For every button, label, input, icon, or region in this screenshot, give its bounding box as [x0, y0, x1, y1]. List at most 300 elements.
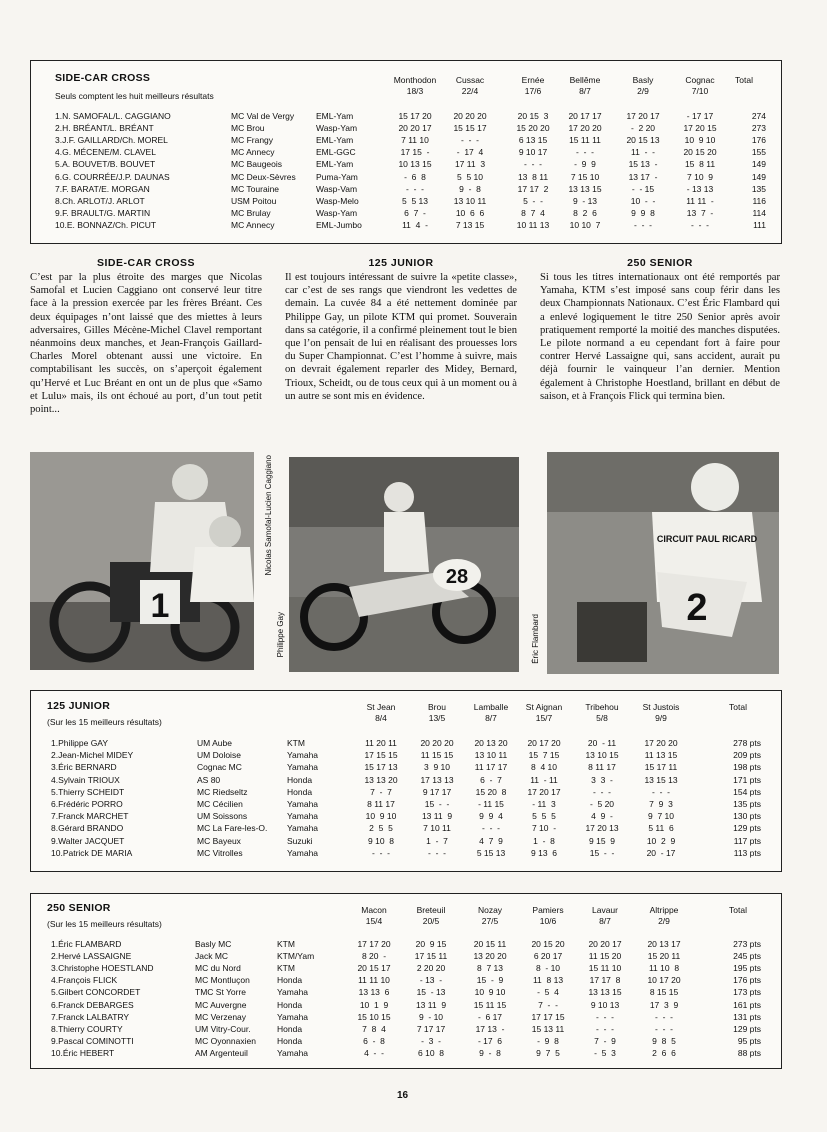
column-date: 2/9 [658, 916, 670, 926]
rider-name: 9.Pascal COMINOTTI [51, 1035, 134, 1046]
senior-table-title: 250 SENIOR [47, 902, 111, 914]
column-header [570, 702, 634, 724]
race-points: 9 - 13 [572, 195, 598, 206]
total-points: 129 pts [733, 823, 761, 834]
senior-photo-image [547, 452, 779, 674]
rider-name: 1.N. SAMOFAL/L. CAGGIANO [55, 111, 171, 121]
total-points: 135 pts [733, 799, 761, 809]
column-date: 13/5 [428, 713, 446, 723]
table-row [31, 787, 781, 799]
column-venue: Cognac [685, 75, 715, 85]
race-points: - - - [652, 786, 670, 797]
race-points: 15 20 11 [647, 951, 681, 962]
sidecar-table-subtitle: Seuls comptent les huit meilleurs résultats [55, 91, 214, 101]
table-row [31, 836, 781, 848]
column-header [458, 905, 522, 927]
race-points: - 11 15 [478, 799, 504, 809]
table-row [31, 1048, 781, 1060]
total-points: 195 pts [733, 963, 761, 974]
rider-name: 10.E. BONNAZ/Ch. PICUT [55, 219, 157, 230]
article-junior-title: 125 JUNIOR [368, 257, 434, 269]
junior-results-table [30, 690, 782, 872]
race-points: - 6 17 [477, 1011, 503, 1022]
race-points: 10 17 20 [647, 975, 681, 986]
race-points: 8 11 17 [588, 762, 616, 773]
column-date: 17/6 [524, 86, 542, 96]
rider-name: 7.Franck LALBATRY [51, 1011, 130, 1022]
machine-name: Wasp-Melo [316, 195, 359, 206]
race-points: - - - [428, 847, 446, 858]
table-row [31, 1024, 781, 1036]
junior-table-subtitle: (Sur les 15 meilleurs résultats) [47, 717, 162, 727]
machine-name: Wasp-Vam [316, 183, 358, 194]
rider-name: 2.Hervé LASSAIGNE [51, 951, 132, 962]
race-points: 4 7 9 [479, 835, 503, 846]
race-points: 20 15 13 [626, 135, 660, 146]
club-name: Cognac MC [197, 762, 242, 773]
race-points: 8 7 4 [521, 207, 545, 218]
column-venue: Altrippe [649, 905, 679, 915]
race-points: 7 - 9 [594, 1035, 616, 1046]
race-points: 15 - - [424, 799, 450, 809]
machine-name: KTM [287, 738, 305, 748]
column-date: 5/8 [596, 713, 608, 723]
total-points: 176 pts [733, 975, 761, 986]
machine-name: KTM [277, 939, 295, 949]
table-row [31, 159, 781, 171]
column-header [512, 702, 576, 724]
rider-name: 3.Christophe HOESTLAND [51, 963, 154, 974]
race-points: 17 20 20 [644, 738, 678, 748]
senior-results-table [30, 893, 782, 1069]
race-points: 10 1 9 [359, 999, 389, 1010]
race-points: - - - [593, 786, 611, 797]
table-row [31, 762, 781, 774]
club-name: MC Annecy [231, 147, 275, 158]
race-points: 2 20 20 [416, 963, 446, 974]
column-date: 18/3 [406, 86, 424, 96]
senior-number-plate: 2 [686, 587, 708, 629]
machine-name: Honda [277, 1035, 303, 1046]
rider-name: 5.Gilbert CONCORDET [51, 987, 141, 998]
race-points: 6 10 8 [418, 1047, 444, 1058]
race-points: 20 13 20 [474, 738, 508, 748]
club-name: MC Touraine [231, 183, 280, 194]
race-points: 13 13 15 [588, 987, 622, 998]
column-venue: Pamiers [532, 905, 564, 915]
race-points: 17 17 15 [531, 1011, 565, 1022]
club-name: MC Auvergne [195, 999, 247, 1010]
club-name: UM Doloise [197, 750, 241, 761]
column-header [342, 905, 406, 927]
club-name: MC Baugeois [231, 159, 283, 170]
race-points: 7 15 10 [570, 171, 600, 182]
column-date: 8/7 [485, 713, 497, 723]
column-header [516, 905, 580, 927]
race-points: 13 13 15 [568, 183, 602, 194]
machine-name: EML-GGC [316, 147, 356, 158]
rider-name: 5.Thierry SCHEIDT [51, 786, 125, 797]
race-points: 13 8 11 [517, 171, 549, 182]
table-row [31, 172, 781, 184]
total-points: 274 [751, 111, 766, 121]
race-points: - - - [372, 847, 390, 858]
machine-name: Honda [277, 1023, 303, 1034]
club-name: UM Soissons [197, 811, 248, 822]
rider-name: 9.Walter JACQUET [51, 835, 125, 846]
total-points: 111 [753, 219, 766, 230]
rider-name: 8.Ch. ARLOT/J. ARLOT [55, 195, 145, 206]
machine-name: Yamaha [287, 823, 319, 834]
race-points: 9 13 6 [531, 847, 557, 858]
race-points: 13 17 - [628, 171, 658, 182]
race-points: 11 15 20 [588, 951, 622, 962]
race-points: 11 11 - [686, 195, 714, 206]
race-points: - - - [655, 1023, 673, 1034]
race-points: 2 6 6 [652, 1047, 676, 1058]
club-name: USM Poitou [231, 195, 277, 206]
race-points: 2 5 5 [369, 823, 393, 834]
article-sidecar-text: C’est par la plus étroite des marges que Nicolas Samofal et Lucien Caggiano ont conservé leur titre face à la pression exercée par les frères Bréant. Ces deux équipages n’ont laissé que des miettes à leurs adversaires, Gilles Mécène-Michel Clavel remportant néanmoins deux manches, et Jean-François Gaillard-Charles Morel obtenant aussi une victoire. En comptabilisant les succès, on s’aperçoit également qu’Hervé et Luc Bréant en ont un de plus que «Samo et Lulu» mais, ils ont échoué au port, d’un tout petit point... [30, 272, 262, 416]
senior-jersey-text: CIRCUIT PAUL RICARD [656, 534, 758, 544]
race-points: 11 15 15 [420, 750, 454, 761]
race-points: - 5 3 [594, 1047, 616, 1058]
race-points: 17 17 2 [517, 183, 549, 194]
race-points: 13 11 9 [421, 811, 453, 822]
table-row [31, 939, 781, 951]
race-points: 8 2 6 [573, 207, 597, 218]
column-venue: St Justois [642, 702, 680, 712]
table-row [31, 848, 781, 860]
rider-name: 7.F. BARAT/E. MORGAN [55, 183, 150, 194]
total-points: 130 pts [733, 811, 761, 822]
race-points: 20 20 20 [453, 111, 487, 121]
column-date: 27/5 [481, 916, 499, 926]
senior-table-subtitle: (Sur les 15 meilleurs résultats) [47, 919, 162, 929]
column-venue: Bellême [569, 75, 601, 85]
total-points: 155 [751, 147, 766, 158]
race-points: 20 15 11 [473, 939, 507, 949]
table-row [31, 1000, 781, 1012]
rider-name: 2.Jean-Michel MIDEY [51, 750, 134, 761]
race-points: 17 20 17 [527, 786, 561, 797]
column-date: 8/7 [579, 86, 591, 96]
race-points: 10 10 7 [569, 219, 601, 230]
sidecar-results-table [30, 60, 782, 244]
column-venue: Nozay [477, 905, 503, 915]
race-points: 20 - 11 [587, 738, 617, 748]
race-points: 20 20 17 [398, 123, 432, 134]
column-header [611, 75, 675, 97]
column-date: 15/7 [535, 713, 553, 723]
race-points: 17 15 - [400, 147, 430, 158]
column-date: 2/9 [637, 86, 649, 96]
race-points: - - - [461, 135, 479, 146]
race-points: 15 11 10 [588, 963, 622, 974]
race-points: 11 4 - [402, 219, 428, 230]
machine-name: Yamaha [287, 799, 319, 809]
rider-name: 1.Philippe GAY [51, 738, 109, 748]
race-points: 7 13 15 [455, 219, 485, 230]
rider-name: 8.Gérard BRANDO [51, 823, 124, 834]
column-total-header: Total [729, 905, 747, 915]
race-points: - 9 8 [537, 1035, 559, 1046]
race-points: 15 - 9 [476, 975, 504, 986]
machine-name: Puma-Yam [316, 171, 358, 182]
total-points: 129 pts [733, 1023, 761, 1034]
race-points: 20 20 17 [588, 939, 622, 949]
race-points: 13 7 - [686, 207, 714, 218]
table-row [31, 135, 781, 147]
race-points: 13 20 20 [473, 951, 507, 962]
machine-name: Honda [287, 774, 313, 785]
page-number: 16 [397, 1090, 409, 1101]
race-points: 9 9 8 [631, 207, 655, 218]
rider-name: 9.F. BRAULT/G. MARTIN [55, 207, 151, 218]
race-points: 5 5 5 [532, 811, 556, 822]
race-points: 5 - - [523, 195, 543, 206]
column-date: 20/5 [422, 916, 440, 926]
table-row [31, 184, 781, 196]
total-points: 273 [751, 123, 766, 134]
sidecar-number-plate: 1 [150, 587, 170, 625]
race-points: 1 - 7 [426, 835, 448, 846]
race-points: - - 15 [631, 183, 655, 194]
club-name: AM Argenteuil [195, 1047, 248, 1058]
race-points: 20 17 17 [568, 111, 602, 121]
column-venue: Basly [632, 75, 654, 85]
race-points: 15 17 13 [364, 762, 398, 773]
machine-name: Yamaha [277, 987, 309, 998]
column-header [629, 702, 693, 724]
machine-name: Yamaha [287, 847, 319, 858]
total-points: 117 pts [733, 835, 761, 846]
total-points: 154 pts [733, 786, 761, 797]
column-venue: St Jean [366, 702, 396, 712]
race-points: 15 13 - [628, 159, 658, 170]
club-name: MC Val de Vergy [231, 111, 295, 121]
table-row [31, 1012, 781, 1024]
photo-credit-sidecar: Nicolas Samofal-Lucien Caggiano [264, 455, 273, 576]
race-points: 17 20 20 [568, 123, 602, 134]
machine-name: EML-Yam [316, 111, 354, 121]
rider-name: 5.A. BOUVET/B. BOUVET [55, 159, 156, 170]
race-points: 13 10 11 [453, 195, 487, 206]
total-points: 273 pts [733, 939, 761, 949]
rider-name: 3.Éric BERNARD [51, 762, 117, 773]
race-points: 13 13 20 [364, 774, 398, 785]
race-points: 13 15 13 [644, 774, 678, 785]
rider-name: 4.G. MÉCENE/M. CLAVEL [55, 147, 156, 158]
article-senior-title: 250 SENIOR [627, 257, 693, 269]
race-points: 7 17 17 [416, 1023, 446, 1034]
race-points: 15 15 17 [453, 123, 487, 134]
machine-name: EML-Jumbo [316, 219, 362, 230]
column-date: 8/4 [375, 713, 387, 723]
machine-name: Wasp-Yam [316, 207, 358, 218]
race-points: - 5 20 [589, 799, 615, 809]
race-points: 20 9 15 [415, 939, 447, 949]
junior-photo-image [289, 457, 519, 672]
race-points: 10 9 10 [474, 987, 506, 998]
race-points: 17 15 15 [364, 750, 398, 761]
race-points: 6 7 - [404, 207, 426, 218]
race-points: - - - [596, 1011, 614, 1022]
rider-name: 6.Frédéric PORRO [51, 799, 123, 809]
race-points: 17 17 8 [589, 975, 621, 986]
club-name: TMC St Yorre [195, 987, 247, 998]
race-points: 9 17 17 [422, 786, 452, 797]
machine-name: Honda [277, 999, 303, 1010]
race-points: 17 15 11 [414, 951, 448, 962]
race-points: - - - [406, 183, 424, 194]
total-points: 149 [751, 159, 766, 170]
race-points: 8 15 15 [649, 987, 679, 998]
column-venue: St Aignan [525, 702, 563, 712]
race-points: 9 8 5 [652, 1035, 676, 1046]
race-points: 9 7 10 [648, 811, 674, 822]
race-points: 17 17 20 [357, 939, 391, 949]
race-points: 11 17 17 [474, 762, 508, 773]
column-date: 22/4 [461, 86, 479, 96]
race-points: 9 15 9 [589, 835, 615, 846]
race-points: 4 - - [364, 1047, 384, 1058]
rider-name: 10.Patrick DE MARIA [51, 847, 133, 858]
race-points: 13 10 15 [585, 750, 619, 761]
club-name: MC Brou [231, 123, 265, 134]
machine-name: KTM [277, 963, 295, 974]
race-points: 15 11 15 [473, 999, 507, 1010]
race-points: 13 10 11 [474, 750, 508, 761]
club-name: Jack MC [195, 951, 229, 962]
photo-credit-senior: Éric Flambard [531, 614, 540, 664]
race-points: - 2 20 [630, 123, 656, 134]
race-points: 20 15 20 [683, 147, 717, 158]
race-points: 7 10 11 [423, 823, 451, 834]
race-points: 10 9 10 [684, 135, 716, 146]
table-row [31, 208, 781, 220]
total-points: 209 pts [733, 750, 761, 761]
race-points: - 17 4 [456, 147, 484, 158]
race-points: 7 8 4 [362, 1023, 386, 1034]
race-points: 9 7 5 [536, 1047, 560, 1058]
race-points: 9 - 10 [418, 1011, 444, 1022]
rider-name: 10.Éric HEBERT [51, 1047, 115, 1058]
race-points: 10 13 15 [398, 159, 432, 170]
race-points: 7 10 9 [687, 171, 713, 182]
race-points: 15 11 11 [569, 135, 601, 146]
race-points: 9 - 8 [479, 1047, 501, 1058]
race-points: 9 10 8 [368, 835, 394, 846]
race-points: 6 20 17 [533, 951, 563, 962]
race-points: 11 10 8 [648, 963, 680, 974]
race-points: 8 - 10 [535, 963, 561, 974]
race-points: 9 9 4 [479, 811, 503, 822]
club-name: MC Bayeux [197, 835, 241, 846]
column-date: 15/4 [365, 916, 383, 926]
total-points: 95 pts [737, 1035, 761, 1046]
table-row [31, 738, 781, 750]
column-date: 9/9 [655, 713, 667, 723]
rider-name: 4.Sylvain TRIOUX [51, 774, 120, 785]
race-points: 15 7 15 [528, 750, 560, 761]
column-header [438, 75, 502, 97]
rider-name: 4.François FLICK [51, 975, 118, 986]
race-points: - 13 13 [686, 183, 714, 194]
race-points: 6 13 15 [518, 135, 548, 146]
race-points: - 5 4 [537, 987, 559, 998]
table-row [31, 951, 781, 963]
race-points: - - - [691, 219, 709, 230]
race-points: 9 - 8 [459, 183, 481, 194]
table-row [31, 1036, 781, 1048]
table-row [31, 147, 781, 159]
article-sidecar-title: SIDE-CAR CROSS [96, 257, 195, 269]
machine-name: EML-Yam [316, 135, 354, 146]
race-points: 15 17 20 [398, 111, 432, 121]
total-points: 161 pts [733, 999, 761, 1010]
race-points: 20 20 20 [420, 738, 454, 748]
photo-credit-junior: Philippe Gay [276, 612, 285, 658]
race-points: - - - [596, 1023, 614, 1034]
club-name: MC du Nord [195, 963, 241, 974]
total-points: 176 [751, 135, 766, 146]
race-points: - - - [524, 159, 542, 170]
club-name: Basly MC [195, 939, 232, 949]
column-total-header: Total [735, 75, 753, 85]
race-points: - - - [576, 147, 594, 158]
rider-name: 8.Thierry COURTY [51, 1023, 123, 1034]
race-points: 11 13 15 [644, 750, 678, 761]
race-points: 20 13 17 [647, 939, 681, 949]
total-points: 171 pts [733, 774, 761, 785]
race-points: - 17 6 [477, 1035, 503, 1046]
rider-name: 6.G. COURRÉE/J.P. DAUNAS [55, 171, 170, 182]
race-points: 8 7 13 [477, 963, 503, 974]
total-points: 149 [751, 171, 766, 182]
total-points: 173 pts [733, 987, 761, 998]
race-points: 10 2 9 [646, 835, 676, 846]
race-points: 13 13 6 [358, 987, 390, 998]
race-points: 20 15 3 [517, 111, 549, 121]
race-points: 9 10 13 [590, 999, 620, 1010]
column-header [349, 702, 413, 724]
club-name: MC Oyonnaxien [195, 1035, 256, 1046]
machine-name: Yamaha [287, 750, 319, 761]
table-row [31, 750, 781, 762]
total-points: 116 [752, 195, 766, 206]
race-points: 11 11 10 [358, 975, 390, 986]
race-points: 15 8 11 [684, 159, 716, 170]
column-venue: Cussac [455, 75, 485, 85]
race-points: 11 - 11 [530, 774, 558, 785]
race-points: 17 20 17 [626, 111, 660, 121]
column-date: 7/10 [691, 86, 709, 96]
race-points: 8 20 - [361, 951, 387, 962]
race-points: 17 3 9 [649, 999, 679, 1010]
column-venue: Tribehou [585, 702, 619, 712]
machine-name: Honda [277, 975, 303, 986]
rider-name: 3.J.F. GAILLARD/Ch. MOREL [55, 135, 168, 146]
table-row [31, 799, 781, 811]
race-points: 10 11 13 [516, 219, 550, 230]
club-name: MC Brulay [231, 207, 271, 218]
race-points: 4 9 - [591, 811, 613, 822]
race-points: 7 - - [538, 999, 558, 1010]
race-points: 10 9 10 [365, 811, 397, 822]
junior-number-plate: 28 [445, 566, 469, 588]
race-points: 7 - 7 [370, 786, 392, 797]
